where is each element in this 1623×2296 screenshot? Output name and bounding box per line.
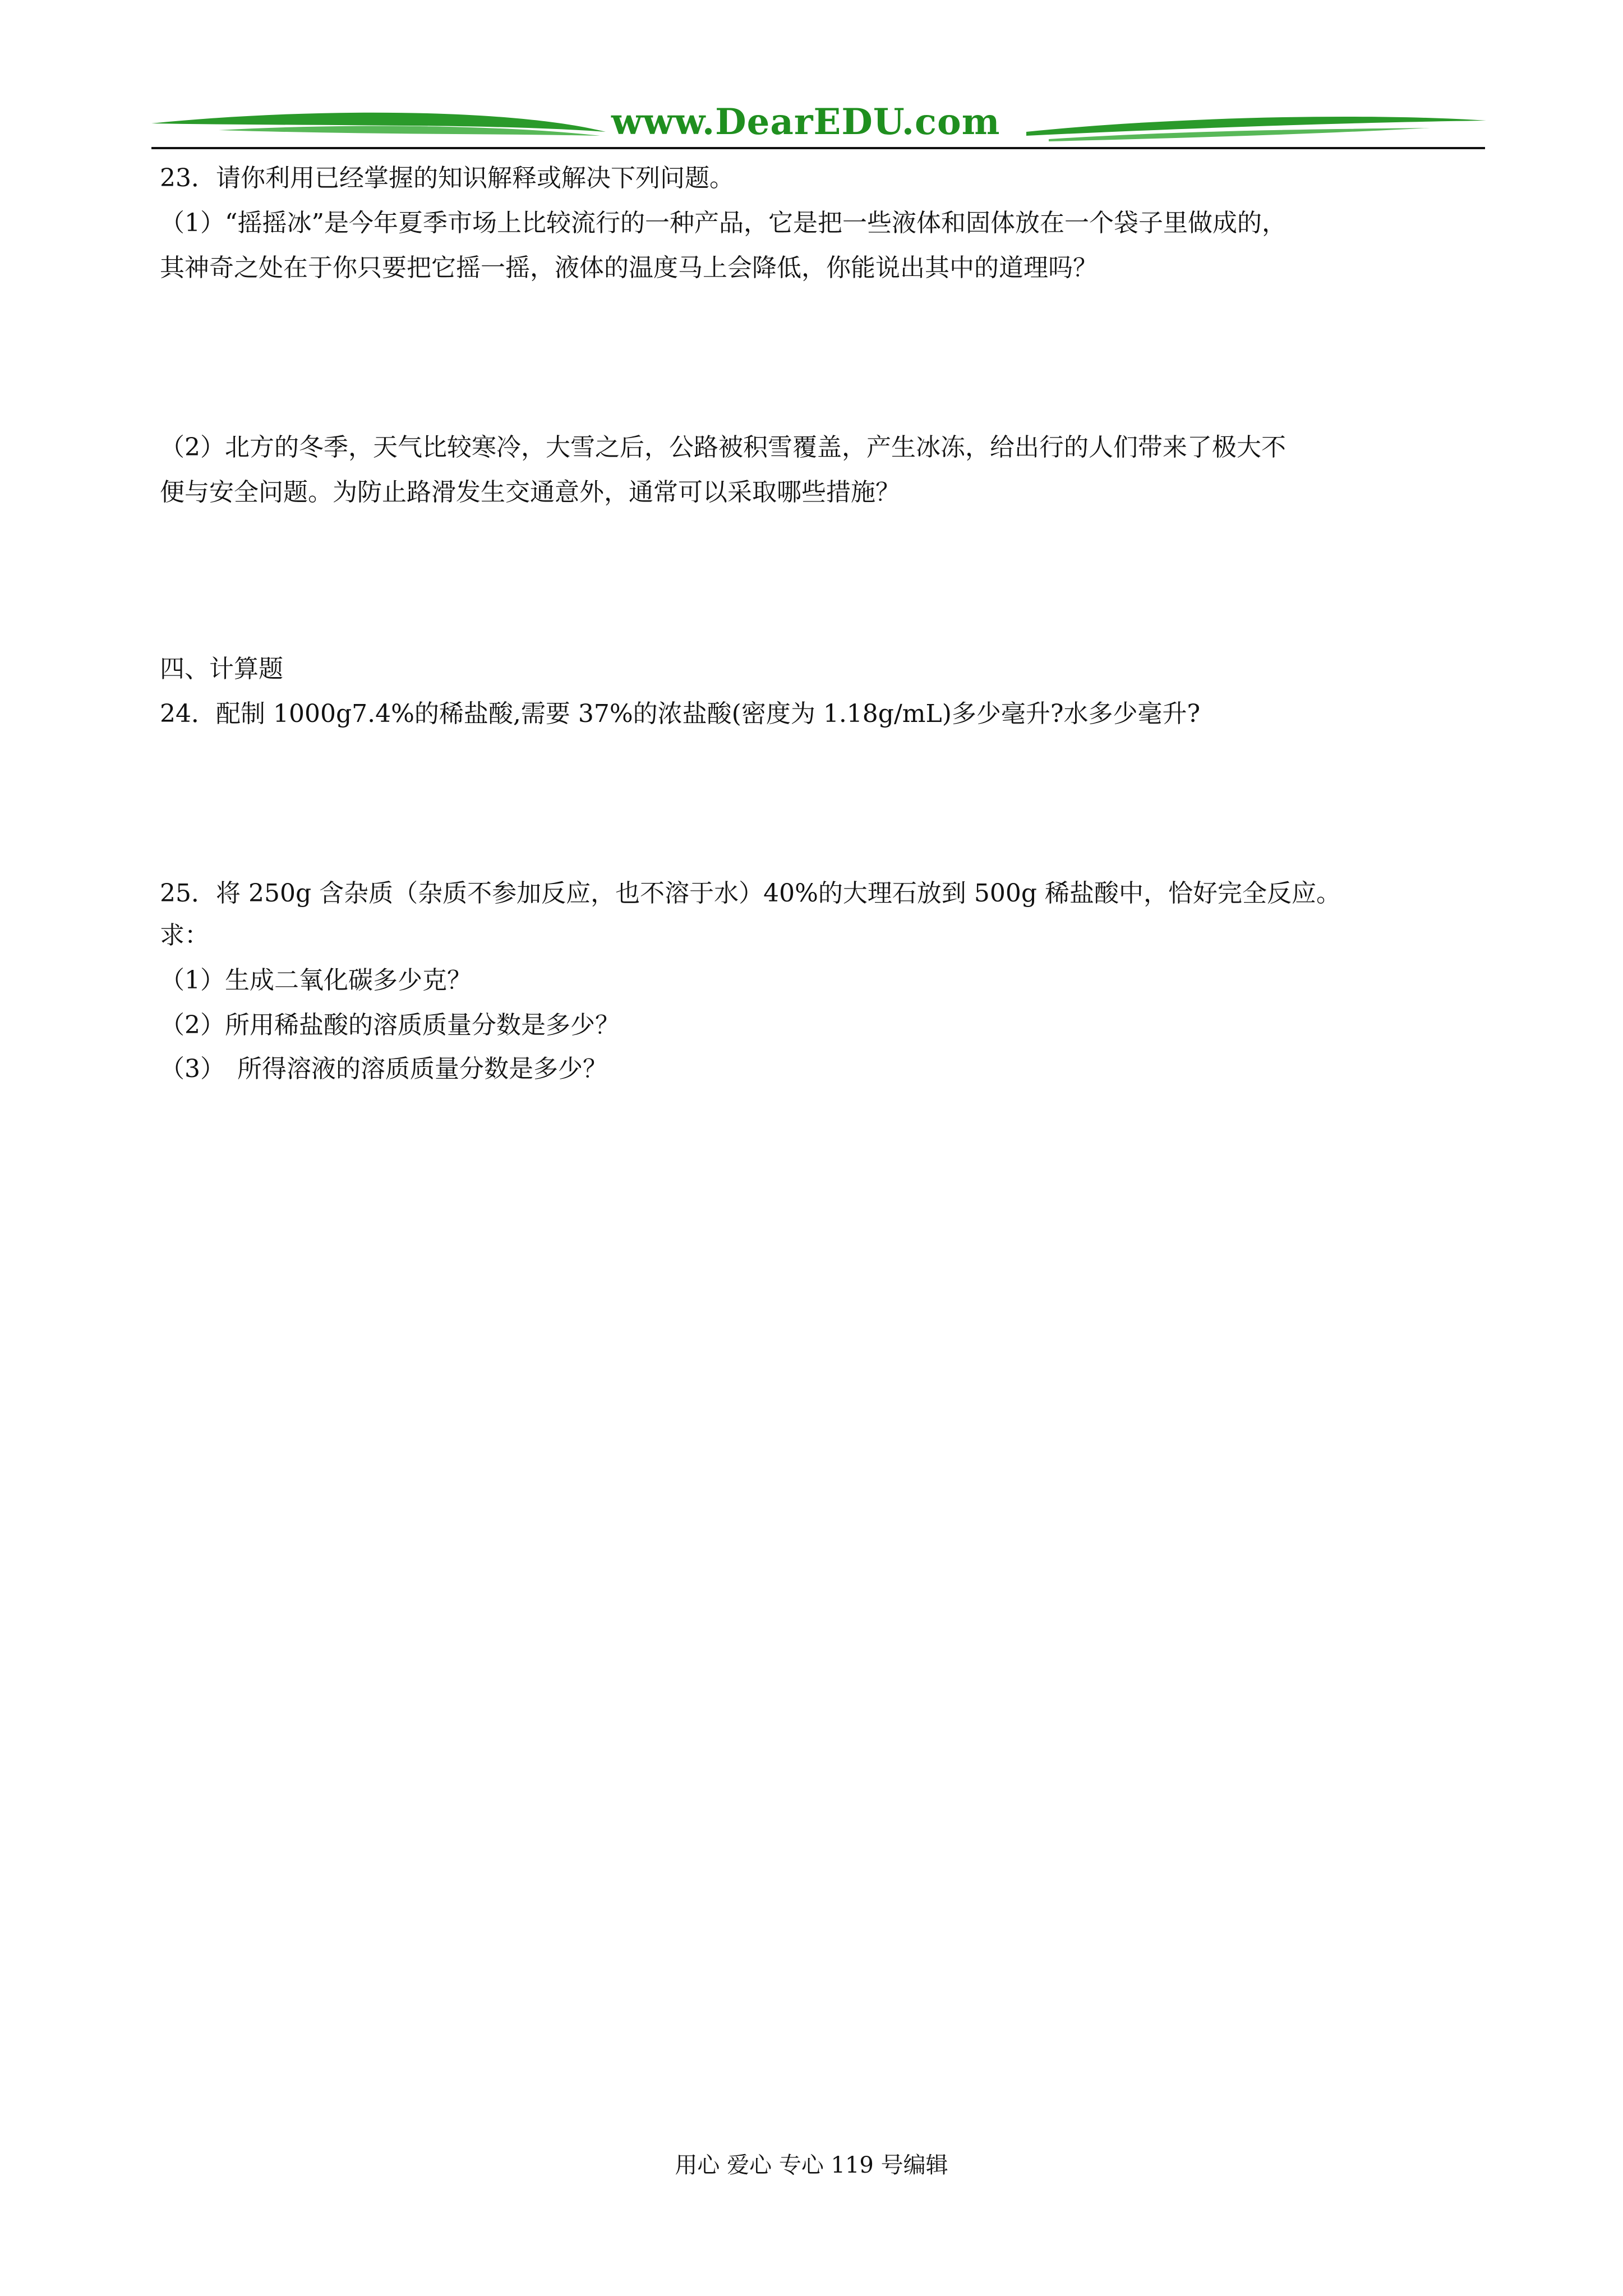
- site-logo-text: www.DearEDU.com: [611, 101, 1000, 143]
- question-23-part1-line2: 其神奇之处在于你只要把它摇一摇，液体的温度马上会降低，你能说出其中的道理吗？: [160, 254, 1098, 282]
- question-23-part2-line2: 便与安全问题。为防止路滑发生交通意外，通常可以采取哪些措施？: [160, 478, 900, 507]
- question-25-line1: 25．将 250g 含杂质（杂质不参加反应，也不溶于水）40%的大理石放到 500g 稀盐酸中，恰好完全反应。: [160, 879, 1341, 908]
- question-23-part1-line1: （1）“摇摇冰”是今年夏季市场上比较流行的一种产品，它是把一些液体和固体放在一个袋子里做成的，: [160, 209, 1287, 237]
- question-25-sub3: （3） 所得溶液的溶质质量分数是多少？: [160, 1055, 607, 1083]
- header-divider: [151, 147, 1485, 149]
- question-25-sub1: （1）生成二氧化碳多少克？: [160, 966, 472, 995]
- question-25-sub2: （2）所用稀盐酸的溶质质量分数是多少？: [160, 1011, 620, 1039]
- question-23-part2-line1: （2）北方的冬季，天气比较寒冷，大雪之后，公路被积雪覆盖，产生冰冻，给出行的人们带来了极大不: [160, 433, 1286, 462]
- section-4-title: 四、计算题: [160, 655, 283, 683]
- page-footer: 用心 爱心 专心 119 号编辑: [675, 2152, 948, 2178]
- question-23-title: 23．请你利用已经掌握的知识解释或解决下列问题。: [160, 164, 734, 192]
- question-24: 24．配制 1000g7.4%的稀盐酸,需要 37%的浓盐酸(密度为 1.18g/mL)多少毫升?水多少毫升?: [160, 700, 1201, 728]
- question-25-line2: 求：: [160, 921, 209, 950]
